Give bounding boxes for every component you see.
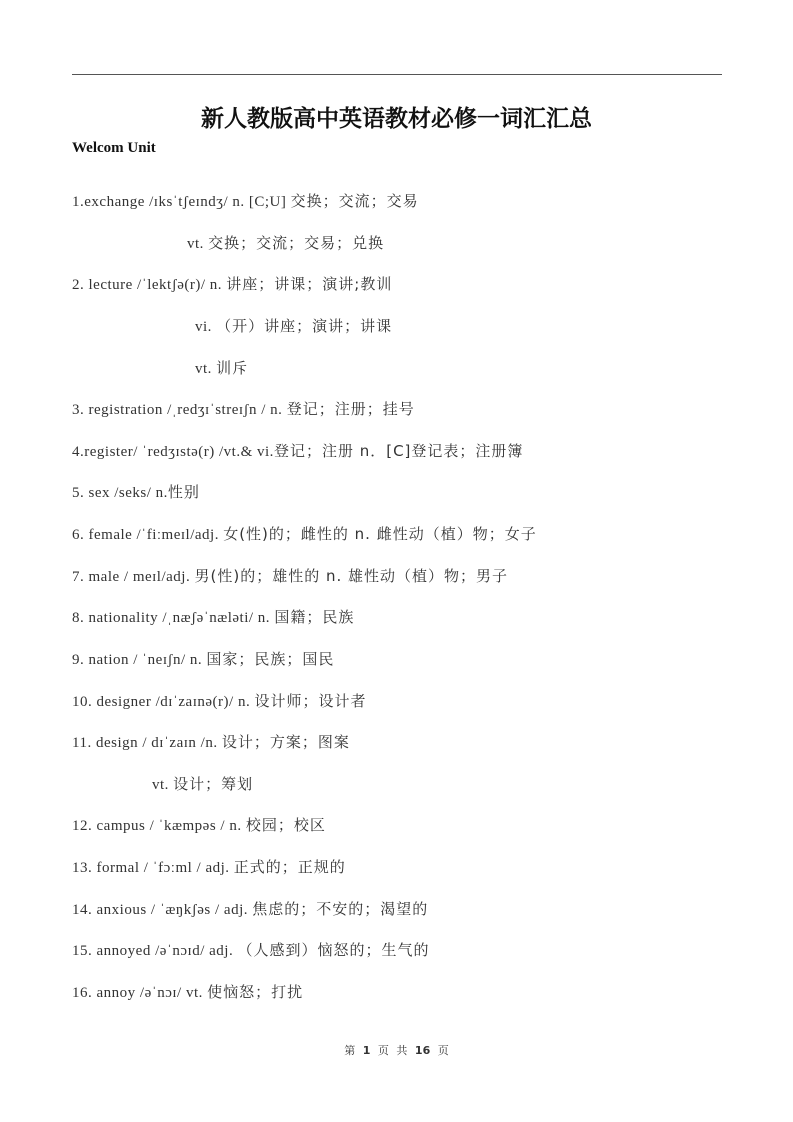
vocab-entry: [187, 233, 384, 254]
document-title: 新人教版高中英语教材必修一词汇汇总: [201, 106, 592, 132]
vocab-entry: [72, 899, 428, 920]
vocab-entry: [72, 815, 326, 836]
footer-mid: 页 共: [377, 1044, 408, 1057]
unit-heading: Welcom Unit: [72, 140, 156, 156]
entry-english: 2. lecture /ˈlektʃə(r)/ n.: [72, 277, 227, 293]
entry-chinese: 登记；注册；挂号: [286, 400, 415, 418]
entry-english: 10. designer /dɪˈzaɪnə(r)/ n.: [72, 694, 255, 710]
entry-chinese: 登记；注册 n．[C]登记表；注册簿: [273, 442, 524, 460]
entry-chinese: （开）讲座；演讲；讲课: [216, 317, 393, 335]
entry-chinese: 女(性)的；雌性的 n. 雌性动（植）物；女子: [223, 525, 537, 543]
vocab-entry: [72, 607, 354, 628]
entry-chinese: 交换；交流；交易: [290, 192, 419, 210]
entry-chinese: 讲座；讲课；演讲;教训: [226, 275, 393, 293]
entry-english: 15. annoyed /əˈnɔɪd/ adj.: [72, 943, 238, 959]
entry-english: 6. female /ˈfiːmeɪl/adj.: [72, 527, 224, 543]
entry-chinese: 性别: [167, 483, 200, 501]
entry-english: 3. registration /ˌredʒɪˈstreɪʃn / n.: [72, 402, 287, 418]
entry-english: 12. campus / ˈkæmpəs / n.: [72, 818, 246, 834]
entry-english: 7. male / meɪl/adj.: [72, 569, 195, 585]
entry-chinese: 训斥: [216, 359, 249, 377]
entry-english: vi.: [195, 319, 217, 335]
vocab-entry: [195, 316, 392, 337]
vocab-entry: [152, 774, 253, 795]
vocab-entry: [72, 274, 392, 295]
entry-english: 1.exchange /ɪksˈtʃeɪndʒ/ n. [C;U]: [72, 194, 291, 210]
entry-english: 11. design / dɪˈzaɪn /n.: [72, 735, 222, 751]
entry-english: vt.: [152, 777, 174, 793]
entry-chinese: 正式的；正规的: [233, 858, 346, 876]
page-footer: [0, 1042, 793, 1058]
entry-chinese: 焦虑的；不安的；渴望的: [252, 900, 429, 918]
vocab-entry: [72, 399, 415, 420]
entry-english: vt.: [195, 361, 217, 377]
vocab-entry: [195, 358, 248, 379]
current-page-number: 1: [362, 1044, 371, 1057]
footer-prefix: 第: [344, 1044, 356, 1057]
vocab-entry: [72, 566, 508, 587]
vocab-entry: [72, 691, 366, 712]
entry-english: 9. nation / ˈneɪʃn/ n.: [72, 652, 207, 668]
entry-english: 16. annoy /əˈnɔɪ/ vt.: [72, 985, 208, 1001]
entry-english: 14. anxious / ˈæŋkʃəs / adj.: [72, 902, 253, 918]
vocab-entry: [72, 441, 523, 462]
entry-english: 13. formal / ˈfɔːml / adj.: [72, 860, 234, 876]
entry-chinese: （人感到）恼怒的；生气的: [237, 941, 430, 959]
entry-chinese: 国家；民族；国民: [206, 650, 335, 668]
entry-english: vt.: [187, 236, 209, 252]
entry-english: 5. sex /seks/ n.: [72, 485, 168, 501]
vocab-entry: [72, 524, 537, 545]
entry-chinese: 设计师；设计者: [254, 692, 367, 710]
header-rule: [72, 74, 722, 75]
vocab-entry: [72, 940, 429, 961]
entry-chinese: 国籍；民族: [274, 608, 355, 626]
vocab-entry: [72, 732, 350, 753]
vocab-entry: [72, 191, 419, 212]
vocab-entry: [72, 857, 346, 878]
entry-english: 8. nationality /ˌnæʃəˈnæləti/ n.: [72, 610, 275, 626]
entry-english: 4.register/ ˈredʒɪstə(r) /vt.& vi.: [72, 444, 274, 460]
vocab-entry: [72, 982, 303, 1003]
entry-chinese: 交换；交流；交易；兑换: [208, 234, 385, 252]
entry-chinese: 男(性)的；雄性的 n. 雄性动（植）物；男子: [194, 567, 509, 585]
footer-suffix: 页: [437, 1044, 449, 1057]
entry-chinese: 校园；校区: [245, 816, 326, 834]
vocab-entry: [72, 482, 200, 503]
total-pages: 16: [414, 1044, 431, 1057]
vocab-entry: [72, 649, 334, 670]
entry-chinese: 设计；方案；图案: [221, 733, 350, 751]
entry-chinese: 使恼怒；打扰: [207, 983, 304, 1001]
entry-chinese: 设计；筹划: [173, 775, 254, 793]
